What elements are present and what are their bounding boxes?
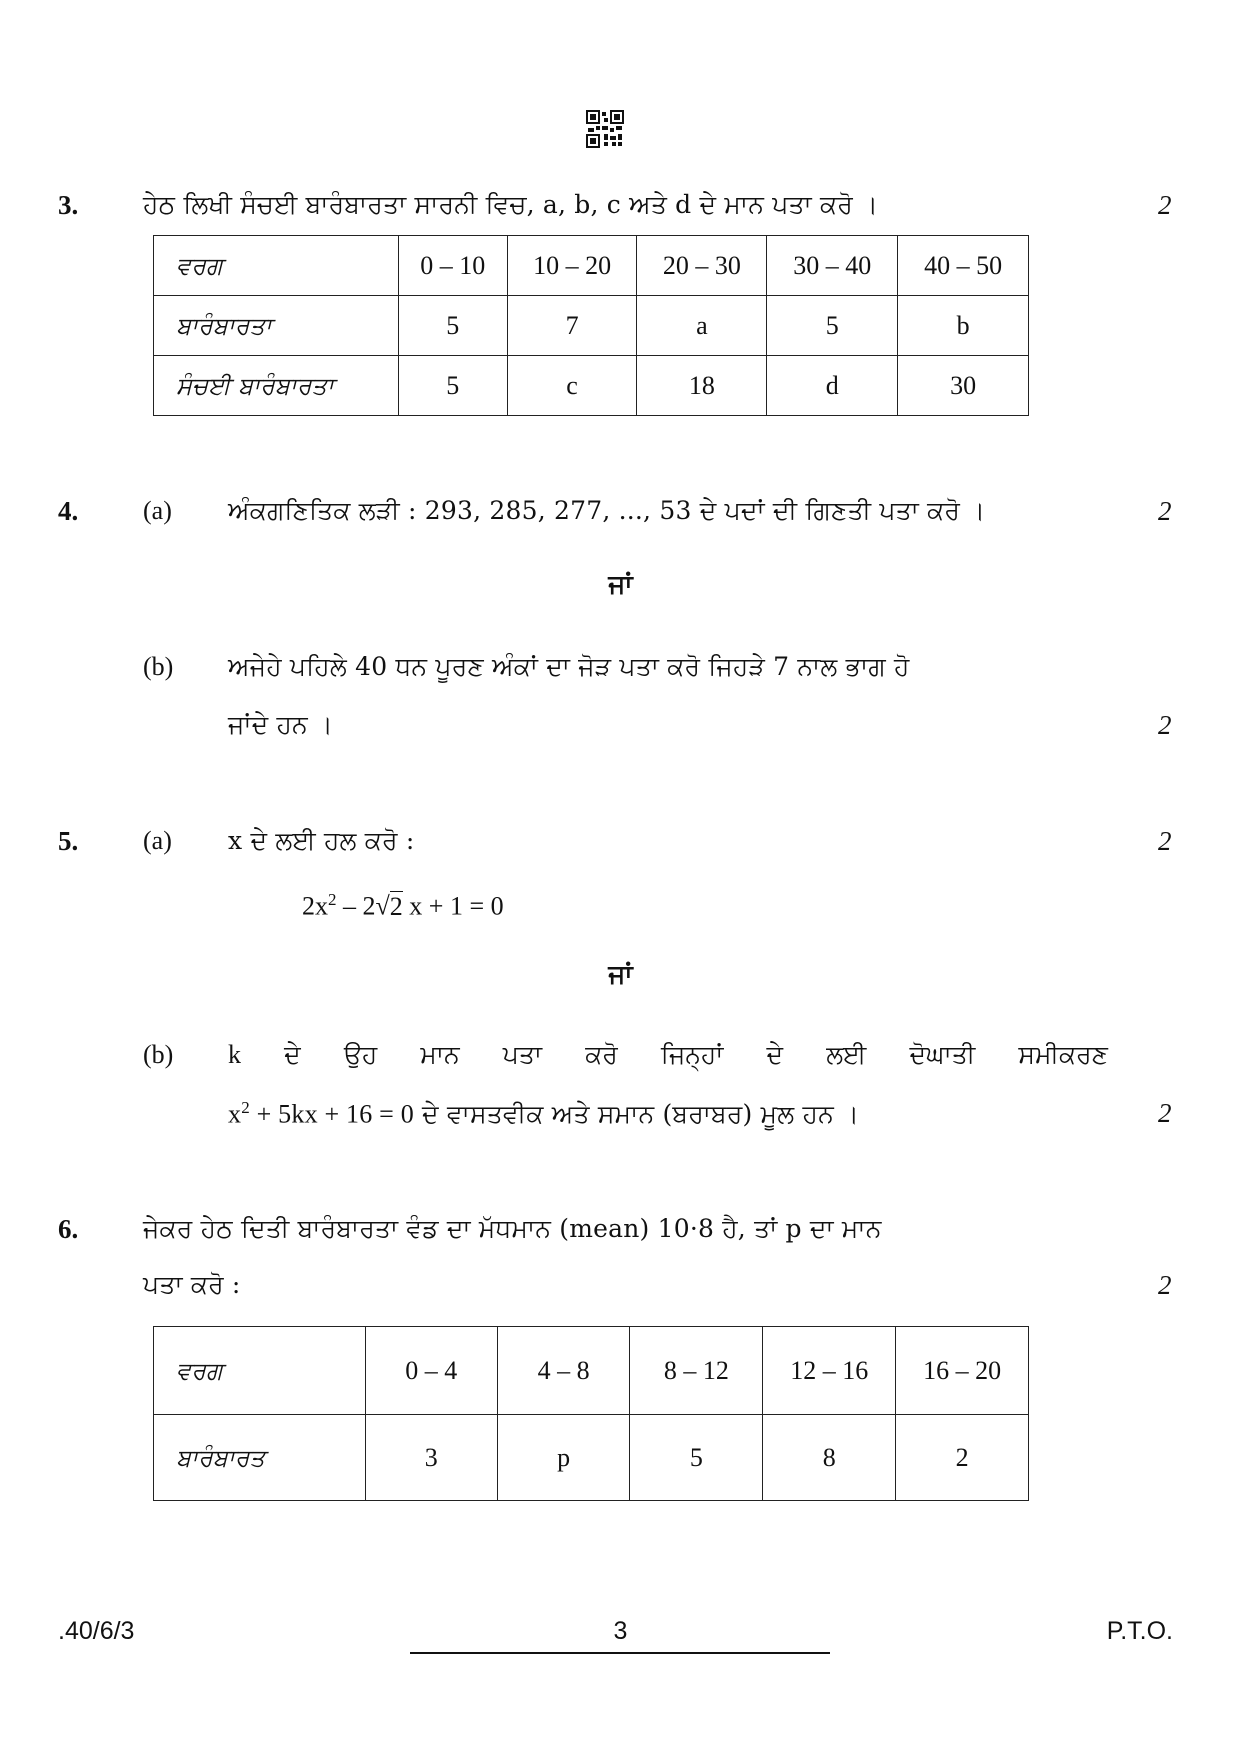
eq-exponent: 2 (241, 1098, 250, 1117)
question-text: ਜਾਂਦੇ ਹਨ । (228, 710, 334, 739)
table-cell: d (767, 356, 898, 416)
table-cell: 16 – 20 (896, 1327, 1029, 1415)
eq-part: x + 1 = 0 (402, 891, 504, 921)
table-cell: 30 (898, 356, 1029, 416)
row-label: ਬਾਰੰਬਾਰਤਾ (154, 296, 399, 356)
part-label: (b) (143, 652, 174, 681)
frequency-distribution-table (153, 1326, 1029, 1501)
marks: 2 (1158, 496, 1172, 526)
table-row (154, 296, 1029, 356)
word: ਸਮੀਕਰਣ (1018, 1040, 1108, 1069)
part-label: (b) (143, 1040, 174, 1069)
word: k (228, 1040, 241, 1069)
eq-exponent: 2 (328, 890, 337, 909)
part-label: (a) (143, 496, 172, 525)
word: ਲਈ (826, 1040, 867, 1069)
table-cell: 12 – 16 (763, 1327, 896, 1415)
word: ਦੋਘਾਤੀ (909, 1040, 976, 1069)
table-cell: c (507, 356, 637, 416)
eq-part: 2x (302, 891, 328, 921)
question-text-tail: ਦੇ ਵਾਸਤਵੀਕ ਅਤੇ ਸਮਾਨ (ਬਰਾਬਰ) ਮੂਲ ਹਨ । (413, 1099, 860, 1129)
question-text (228, 1098, 859, 1129)
table-row (154, 356, 1029, 416)
page-number: 3 (613, 1617, 628, 1645)
eq-radicand: 2 (389, 891, 403, 921)
row-label: ਵਰਗ (154, 1327, 366, 1415)
question-text: x ਦੇ ਲਈ ਹਲ ਕਰੋ : (228, 826, 415, 855)
question-number: 4. (58, 496, 79, 526)
cumulative-frequency-table (153, 235, 1029, 416)
question-text: ਪਤਾ ਕਰੋ : (143, 1270, 241, 1299)
row-label: ਵਰਗ (154, 236, 399, 296)
table-cell: p (497, 1415, 630, 1501)
row-label: ਸੰਚਈ ਬਾਰੰਬਾਰਤਾ (154, 356, 399, 416)
part-label: (a) (143, 826, 172, 855)
marks: 2 (1158, 1270, 1172, 1300)
footer-divider (410, 1652, 830, 1654)
table-cell: 10 – 20 (507, 236, 637, 296)
question-text: ਹੇਠ ਲਿਖੀ ਸੰਚਈ ਬਾਰੰਬਾਰਤਾ ਸਾਰਨੀ ਵਿਚ, a, b, c ਅਤੇ d ਦੇ ਮਾਨ ਪਤਾ ਕਰੋ । (143, 190, 879, 219)
table-cell: b (898, 296, 1029, 356)
table-cell: 3 (365, 1415, 497, 1501)
table-cell: a (637, 296, 767, 356)
table-cell: 5 (767, 296, 898, 356)
marks: 2 (1158, 710, 1172, 740)
table-cell: 4 – 8 (497, 1327, 630, 1415)
question-number: 3. (58, 190, 79, 220)
question-text: ਜੇਕਰ ਹੇਠ ਦਿਤੀ ਬਾਰੰਬਾਰਤਾ ਵੰਡ ਦਾ ਮੱਧਮਾਨ (mean) 10·8 ਹੈ, ਤਾਂ p ਦਾ ਮਾਨ (143, 1214, 882, 1243)
word: ਜਿਨ੍ਹਾਂ (660, 1040, 724, 1069)
table-cell: 0 – 10 (398, 236, 507, 296)
table-cell: 30 – 40 (767, 236, 898, 296)
table-cell: 5 (398, 296, 507, 356)
marks: 2 (1158, 826, 1172, 856)
pto-label: P.T.O. (1106, 1617, 1173, 1645)
qr-code-icon (586, 110, 624, 148)
table-cell: 0 – 4 (365, 1327, 497, 1415)
table-row (154, 1415, 1029, 1501)
radical-icon: √ (375, 891, 390, 921)
word: ਕਰੋ (585, 1040, 618, 1069)
question-number: 5. (58, 826, 79, 856)
row-label: ਬਾਰੰਬਾਰਤ (154, 1415, 366, 1501)
word: ਉਹ (343, 1040, 378, 1069)
word: ਦੇ (284, 1040, 301, 1069)
paper-code: .40/6/3 (58, 1617, 135, 1645)
quadratic-equation (302, 890, 504, 922)
or-separator: ਜਾਂ (608, 960, 633, 990)
question-text: ਅੰਕਗਣਿਤਿਕ ਲੜੀ : 293, 285, 277, ..., 53 ਦੇ ਪਦਾਂ ਦੀ ਗਿਣਤੀ ਪਤਾ ਕਰੋ । (228, 496, 986, 525)
marks: 2 (1158, 1098, 1172, 1128)
word: ਪਤਾ (502, 1040, 543, 1069)
table-cell: 7 (507, 296, 637, 356)
eq-part: + 5kx + 16 = 0 (249, 1099, 414, 1129)
table-row (154, 1327, 1029, 1415)
table-cell: 5 (630, 1415, 763, 1501)
table-cell: 8 – 12 (630, 1327, 763, 1415)
table-cell: 2 (896, 1415, 1029, 1501)
word: ਦੇ (766, 1040, 784, 1069)
eq-part: x (228, 1099, 242, 1129)
question-number: 6. (58, 1214, 79, 1244)
question-text: ਅਜੇਹੇ ਪਹਿਲੇ 40 ਧਨ ਪੂਰਣ ਅੰਕਾਂ ਦਾ ਜੋੜ ਪਤਾ ਕਰੋ ਜਿਹੜੇ 7 ਨਾਲ ਭਾਗ ਹੋ (228, 652, 910, 681)
table-row (154, 236, 1029, 296)
table-cell: 5 (398, 356, 507, 416)
table-cell: 40 – 50 (898, 236, 1029, 296)
eq-part: – 2 (336, 891, 376, 921)
word: ਮਾਨ (420, 1040, 460, 1069)
question-text-justified (228, 1040, 1108, 1070)
table-cell: 18 (637, 356, 767, 416)
table-cell: 8 (763, 1415, 896, 1501)
marks: 2 (1158, 190, 1172, 220)
or-separator: ਜਾਂ (608, 570, 633, 600)
table-cell: 20 – 30 (637, 236, 767, 296)
